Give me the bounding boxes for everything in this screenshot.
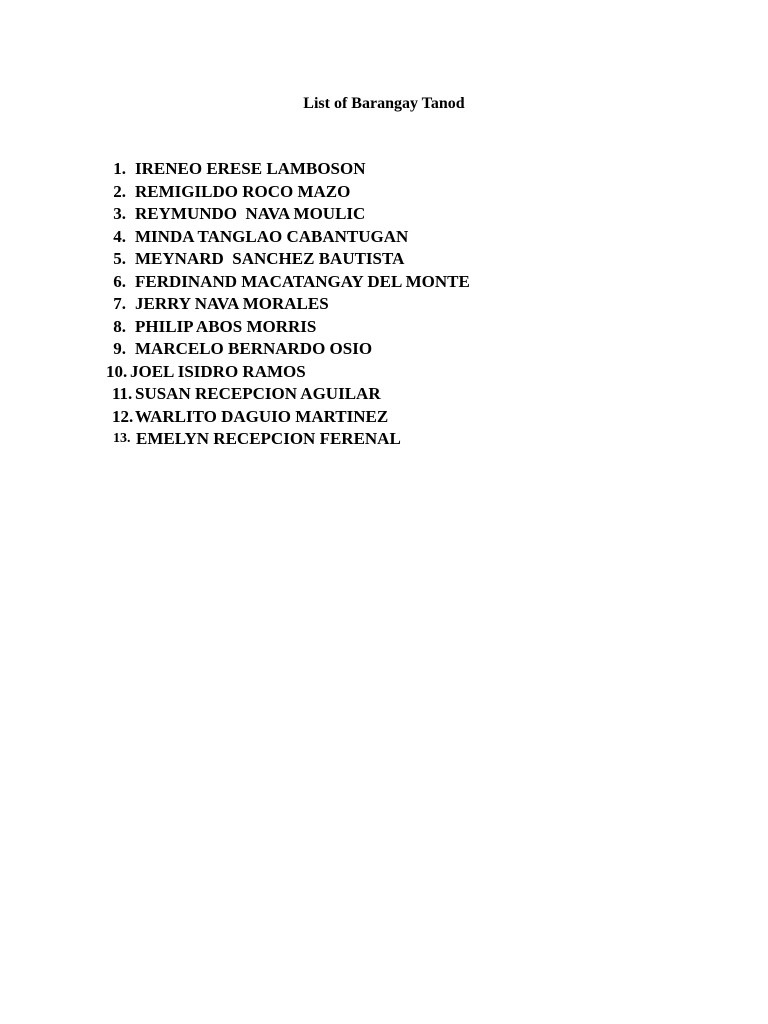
list-item <box>0 383 768 406</box>
list-item-number: 7. <box>113 294 126 313</box>
list-item-name: PHILIP ABOS MORRIS <box>135 316 317 336</box>
list-item-name: WARLITO DAGUIO MARTINEZ <box>135 406 389 426</box>
list-item <box>0 361 768 384</box>
list-item <box>0 428 768 451</box>
list-item <box>0 406 768 429</box>
list-item <box>0 226 768 249</box>
list-item-name: REMIGILDO ROCO MAZO <box>135 181 351 201</box>
list-item-number: 10. <box>106 361 128 381</box>
list-item <box>0 316 768 339</box>
list-item-number: 4. <box>113 226 126 246</box>
list-item-name: MARCELO BERNARDO OSIO <box>135 339 373 358</box>
list-item-number: 6. <box>113 271 126 291</box>
list-item-number: 3. <box>113 204 126 223</box>
list-item-number: 11. <box>112 384 133 403</box>
document-title: List of Barangay Tanod <box>303 95 465 112</box>
list-item <box>0 248 768 271</box>
list-item-name: MEYNARD SANCHEZ BAUTISTA <box>135 249 405 268</box>
list-item-name: EMELYN RECEPCION FERENAL <box>136 429 401 448</box>
list-item <box>0 338 768 361</box>
list-item-number: 13. <box>113 431 131 446</box>
list-item-number: 9. <box>113 339 126 358</box>
list-item-number: 1. <box>113 159 126 178</box>
list-item <box>0 293 768 316</box>
tanod-list <box>0 158 768 451</box>
list-item-name: JERRY NAVA MORALES <box>135 294 329 313</box>
list-item <box>0 158 768 181</box>
list-item-name: REYMUNDO NAVA MOULIC <box>135 204 366 223</box>
list-item-number: 12. <box>112 406 134 426</box>
list-item-name: FERDINAND MACATANGAY DEL MONTE <box>135 271 470 291</box>
list-item-number: 8. <box>113 316 126 336</box>
list-item-name: IRENEO ERESE LAMBOSON <box>135 159 366 178</box>
list-item-name: SUSAN RECEPCION AGUILAR <box>135 384 381 403</box>
list-item-name: JOEL ISIDRO RAMOS <box>130 361 306 381</box>
list-item <box>0 181 768 204</box>
list-item-name: MINDA TANGLAO CABANTUGAN <box>135 226 409 246</box>
list-item <box>0 203 768 226</box>
list-item-number: 2. <box>113 181 126 201</box>
list-item-number: 5. <box>113 249 126 268</box>
list-item <box>0 271 768 294</box>
